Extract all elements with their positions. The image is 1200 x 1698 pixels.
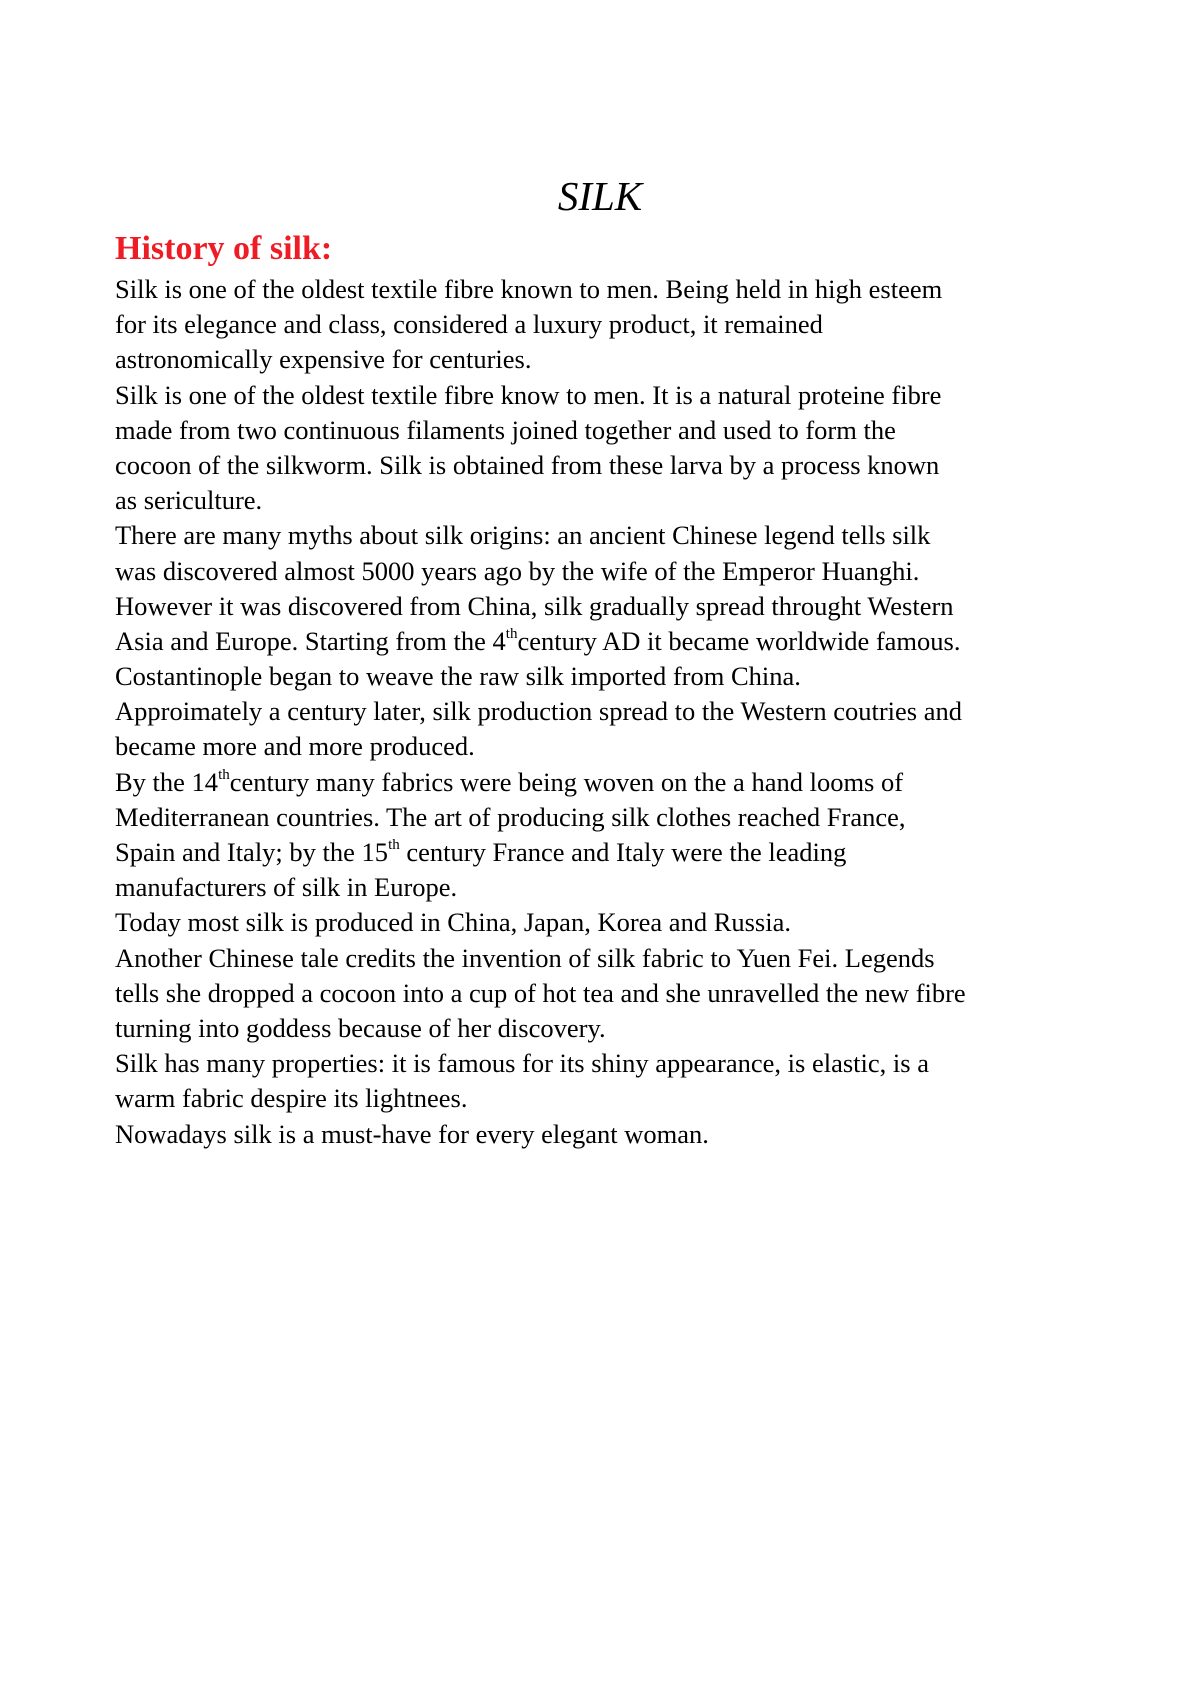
text-run: Another Chinese tale credits the invention of silk fabric to Yuen Fei. Legends <box>115 942 935 973</box>
text-run: Silk is one of the oldest textile fibre know to men. It is a natural proteine fibre <box>115 379 942 410</box>
text-line <box>115 941 1115 976</box>
text-run: manufacturers of silk in Europe. <box>115 872 458 903</box>
text-line <box>115 307 1115 342</box>
text-run: as sericulture. <box>115 485 263 516</box>
text-run: Silk has many properties: it is famous for its shiny appearance, is elastic, is a <box>115 1048 929 1079</box>
text-line <box>115 413 1115 448</box>
text-line <box>115 342 1115 377</box>
text-line <box>115 694 1115 729</box>
text-run: Nowadays silk is a must-have for every elegant woman. <box>115 1118 709 1149</box>
text-run: for its elegance and class, considered a luxury product, it remained <box>115 309 823 340</box>
text-run: Costantinople began to weave the raw silk imported from China. <box>115 661 801 692</box>
text-run: became more and more produced. <box>115 731 475 762</box>
text-line <box>115 1046 1115 1081</box>
text-line <box>115 554 1115 589</box>
text-line <box>115 518 1115 553</box>
text-run: However it was discovered from China, silk gradually spread throught Western <box>115 590 954 621</box>
text-run: Asia and Europe. Starting from the 4 <box>115 625 506 656</box>
text-line <box>115 905 1115 940</box>
document-title: SILK <box>557 173 643 219</box>
body-text <box>115 272 1115 1152</box>
superscript: th <box>218 766 230 783</box>
text-line <box>115 483 1115 518</box>
text-run: made from two continuous filaments joined together and used to form the <box>115 414 896 445</box>
text-line <box>115 659 1115 694</box>
text-run: century many fabrics were being woven on the a hand looms of <box>229 766 904 797</box>
text-line <box>115 1117 1115 1152</box>
text-run: Today most silk is produced in China, Japan, Korea and Russia. <box>115 907 791 938</box>
text-line <box>115 976 1115 1011</box>
text-line <box>115 835 1115 870</box>
text-run: There are many myths about silk origins: an ancient Chinese legend tells silk <box>115 520 931 551</box>
text-line <box>115 589 1115 624</box>
text-run: By the 14 <box>115 766 219 797</box>
text-line <box>115 1011 1115 1046</box>
text-run: astronomically expensive for centuries. <box>115 344 532 375</box>
text-line <box>115 1081 1115 1116</box>
text-run: warm fabric despire its lightnees. <box>115 1083 468 1114</box>
superscript: th <box>388 837 400 854</box>
text-line <box>115 272 1115 307</box>
text-run: century France and Italy were the leading <box>399 837 847 867</box>
text-run: Spain and Italy; by the 15 <box>115 837 389 867</box>
text-run: Approimately a century later, silk production spread to the Western coutries and <box>115 696 963 727</box>
text-line <box>115 448 1115 483</box>
text-run: century AD it became worldwide famous. <box>517 625 961 656</box>
text-line <box>115 800 1115 835</box>
text-run: tells she dropped a cocoon into a cup of hot tea and she unravelled the new fibre <box>115 977 966 1008</box>
text-run: Silk is one of the oldest textile fibre known to men. Being held in high esteem <box>115 274 943 304</box>
text-line <box>115 729 1115 764</box>
section-heading: History of silk: <box>115 230 333 267</box>
text-run: turning into goddess because of her discovery. <box>115 1012 606 1043</box>
text-run: was discovered almost 5000 years ago by the wife of the Emperor Huanghi. <box>115 555 920 586</box>
text-line <box>115 870 1115 905</box>
text-run: cocoon of the silkworm. Silk is obtained from these larva by a process known <box>115 449 940 480</box>
text-line <box>115 765 1115 800</box>
text-line <box>115 378 1115 413</box>
text-line <box>115 624 1115 659</box>
text-run: Mediterranean countries. The art of producing silk clothes reached France, <box>115 801 906 832</box>
superscript: th <box>505 626 518 643</box>
